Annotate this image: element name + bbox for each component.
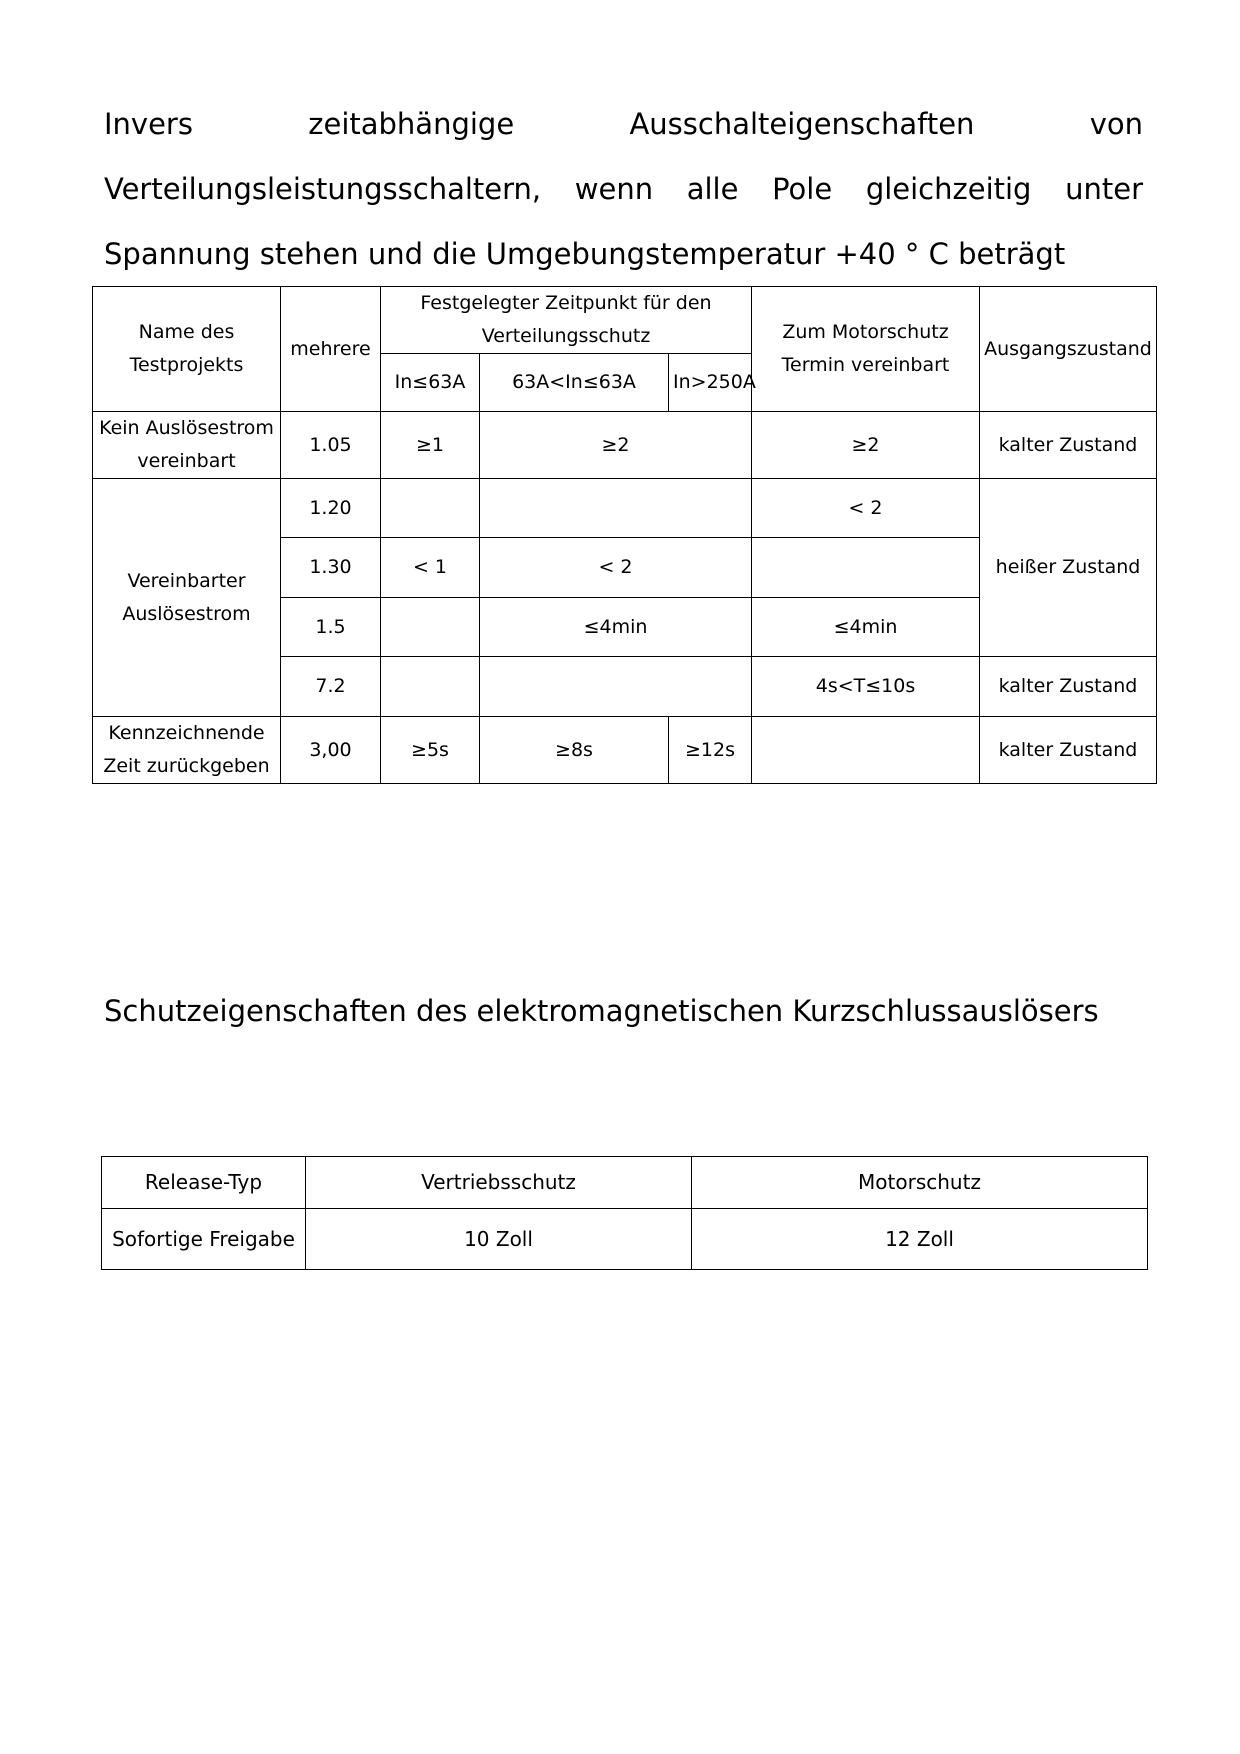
cell-state: kalter Zustand <box>980 657 1157 717</box>
cell-motor <box>752 717 980 784</box>
table-row <box>93 412 1157 479</box>
header-in-le-63a: In≤63A <box>381 354 480 412</box>
cell-in-63a-250a: ≥2 <box>480 412 752 479</box>
cell-in-63a-250a <box>480 479 752 538</box>
header-motor-protection: Motorschutz <box>692 1157 1148 1209</box>
cell-distribution: 10 Zoll <box>306 1209 692 1270</box>
table-row <box>102 1209 1148 1270</box>
cell-in-gt-250a: ≥12s <box>669 717 752 784</box>
header-63a-in-63a: 63A<In≤63A <box>480 354 669 412</box>
table-row <box>93 479 1157 538</box>
header-multiple: mehrere <box>281 287 381 412</box>
cell-release-type: Sofortige Freigabe <box>102 1209 306 1270</box>
header-in-gt-250a: In>250A <box>669 354 752 412</box>
row-name: Kein Auslösestrom vereinbart <box>93 412 281 479</box>
cell-in-le-63a <box>381 598 480 657</box>
cell-in-63a-250a <box>480 657 752 717</box>
row-multiple: 1.30 <box>281 538 381 598</box>
cell-in-63a-250a: ≥8s <box>480 717 669 784</box>
header-release-type: Release-Typ <box>102 1157 306 1209</box>
cell-motor: < 2 <box>752 479 980 538</box>
cell-in-63a-250a: < 2 <box>480 538 752 598</box>
heading-short-circuit-release: Schutzeigenschaften des elektromagnetischen Kurzschlussauslösers <box>104 994 1099 1028</box>
row-multiple: 1.05 <box>281 412 381 479</box>
cell-in-le-63a: ≥1 <box>381 412 480 479</box>
heading-inverse-time-tripping: Invers zeitabhängige Ausschalteigenschaften von Verteilungsleistungsschaltern, wenn alle Pole gleichzeitig unter Spannung stehen und die Umgebungstemperatur +40 ° C beträgt <box>104 107 1143 271</box>
table-header-row <box>102 1157 1148 1209</box>
cell-motor: 4s<T≤10s <box>752 657 980 717</box>
row-multiple: 1.20 <box>281 479 381 538</box>
header-test-project-name: Name des Testprojekts <box>93 287 281 412</box>
cell-in-le-63a <box>381 479 480 538</box>
cell-motor: ≤4min <box>752 598 980 657</box>
header-distribution-protection: Festgelegter Zeitpunkt für den Verteilungsschutz <box>381 287 752 354</box>
row-multiple: 1.5 <box>281 598 381 657</box>
cell-motor: 12 Zoll <box>692 1209 1148 1270</box>
row-name: Kennzeichnende Zeit zurückgeben <box>93 717 281 784</box>
cell-state: kalter Zustand <box>980 717 1157 784</box>
cell-in-le-63a: ≥5s <box>381 717 480 784</box>
cell-state: kalter Zustand <box>980 412 1157 479</box>
row-multiple: 3,00 <box>281 717 381 784</box>
cell-state: heißer Zustand <box>980 479 1157 657</box>
table-row <box>93 717 1157 784</box>
inverse-time-tripping-table <box>92 286 1157 784</box>
header-distribution-protection: Vertriebsschutz <box>306 1157 692 1209</box>
short-circuit-release-table <box>101 1156 1148 1270</box>
cell-in-le-63a: < 1 <box>381 538 480 598</box>
header-motor-protection: Zum Motorschutz Termin vereinbart <box>752 287 980 412</box>
row-name: Vereinbarter Auslösestrom <box>93 479 281 717</box>
row-multiple: 7.2 <box>281 657 381 717</box>
header-initial-state: Ausgangszustand <box>980 287 1157 412</box>
cell-motor: ≥2 <box>752 412 980 479</box>
cell-in-63a-250a: ≤4min <box>480 598 752 657</box>
cell-motor <box>752 538 980 598</box>
cell-in-le-63a <box>381 657 480 717</box>
